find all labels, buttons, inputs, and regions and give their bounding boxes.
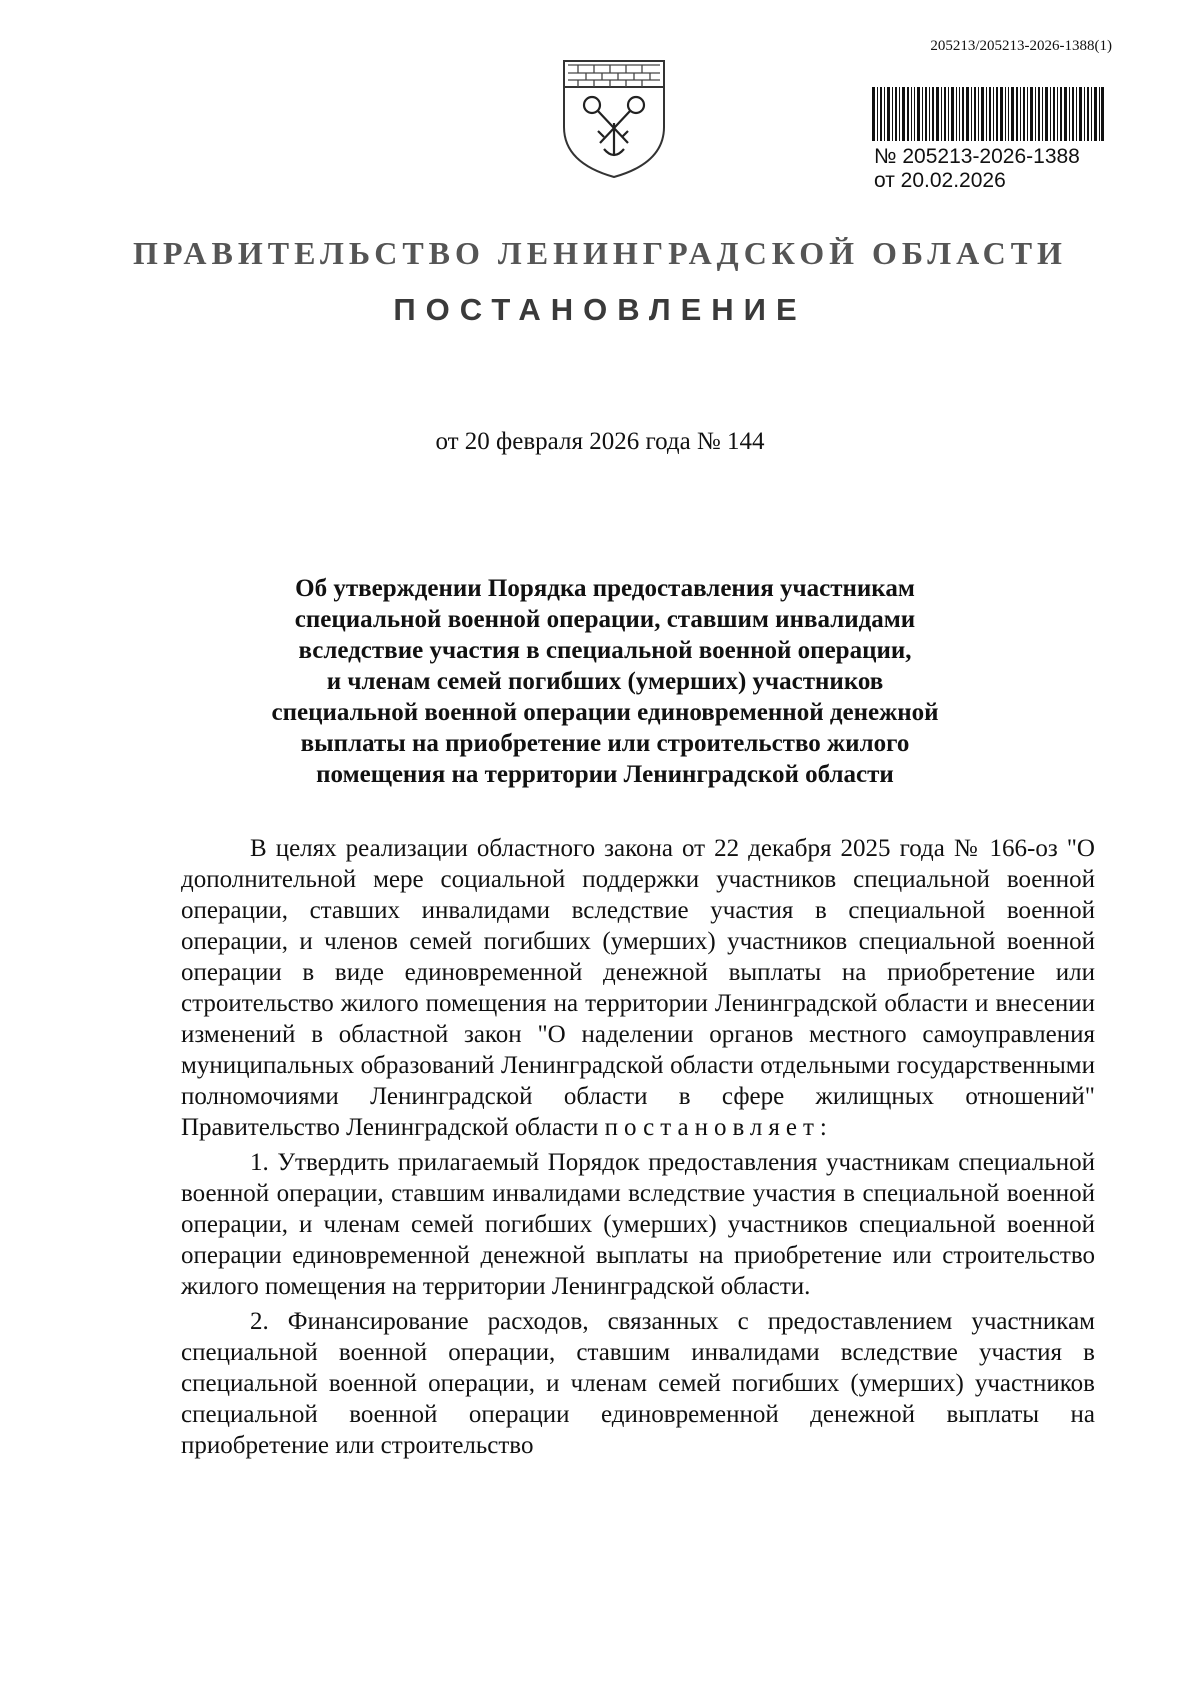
preamble-paragraph	[181, 833, 1095, 1143]
subject-line: помещения на территории Ленинградской области	[316, 761, 894, 788]
subject-line: вследствие участия в специальной военной операции,	[298, 637, 912, 664]
subject-line: специальной военной операции, ставшим инвалидами	[294, 606, 916, 633]
document-reference: 205213/205213-2026-1388(1)	[930, 38, 1112, 54]
registration-number: № 205213-2026-1388	[874, 145, 1080, 168]
decree-word: постановляет:	[604, 1114, 833, 1141]
subject-line: и членам семей погибших (умерших) участников	[326, 668, 884, 695]
registration-date: от 20.02.2026	[874, 169, 1006, 192]
subject-line: специальной военной операции единовременной денежной	[271, 699, 939, 726]
document-type: ПОСТАНОВЛЕНИЕ	[393, 292, 807, 327]
decree-body	[181, 833, 1095, 1461]
organization-title: ПРАВИТЕЛЬСТВО ЛЕНИНГРАДСКОЙ ОБЛАСТИ	[133, 235, 1067, 271]
barcode	[872, 87, 1104, 141]
preamble-text: В целях реализации областного закона от 22 декабря 2025 года № 166-оз "О дополнительной мере социальной поддержки участников специальной военной операции, ставших инвалидами вследствие участия в специальной военной операции, и членов семей погибших (умерших) участников специальной военной операции в виде единовременной денежной выплаты на приобретение или строительство жилого помещения на территории Ленинградской области и внесении изменений в областной закон "О наделении органов местного самоуправления муниципальных образований Ленинградской области отдельными государственными полномочиями Ленинградской области в сфере жилищных отношений" Правительство Ленинградской области	[181, 835, 1095, 1141]
decree-subject	[255, 573, 955, 790]
coat-of-arms-emblem	[558, 57, 670, 181]
item-2-paragraph: 2. Финансирование расходов, связанных с предоставлением участникам специальной военной операции, ставшим инвалидами вследствие участия в специальной военной операции, и членам семей погибших (умерших) участников специальной военной операции единовременной денежной выплаты на приобретение или строительство	[181, 1308, 1095, 1459]
decree-date-number: от 20 февраля 2026 года № 144	[435, 428, 765, 455]
barcode-block	[872, 87, 1112, 193]
item-1-paragraph: 1. Утвердить прилагаемый Порядок предоставления участникам специальной военной операции, ставшим инвалидами вследствие участия в специальной военной операции, и членам семей погибших (умерших) участников специальной военной операции единовременной денежной выплаты на приобретение или строительство жилого помещения на территории Ленинградской области.	[181, 1149, 1095, 1300]
subject-line: Об утверждении Порядка предоставления участникам	[295, 575, 915, 602]
subject-line: выплаты на приобретение или строительство жилого	[300, 730, 910, 757]
